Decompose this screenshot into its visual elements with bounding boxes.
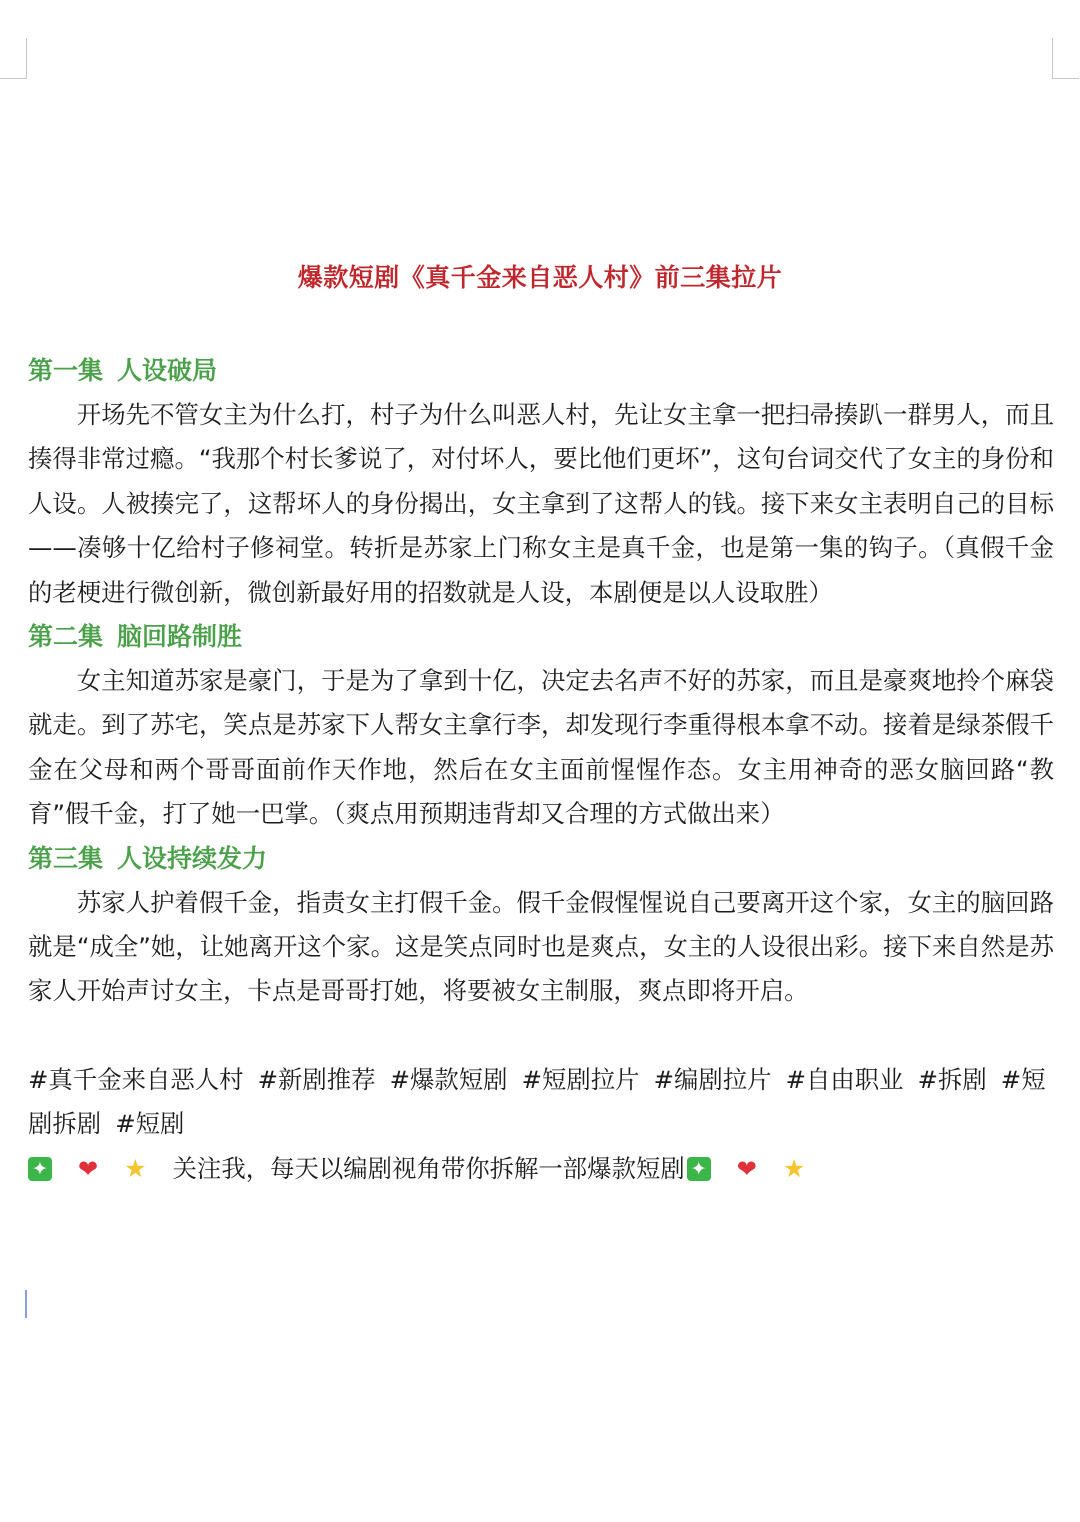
heart-icon: ❤ (78, 1154, 99, 1183)
document-body (28, 349, 1054, 1191)
hashtag[interactable]: #短剧拆剧 (28, 1064, 1046, 1139)
hashtag[interactable]: #新剧推荐 (257, 1064, 376, 1094)
episode-subtitle: 人设持续发力 (117, 843, 268, 873)
section-body-episode-2: 女主知道苏家是豪门，于是为了拿到十亿，决定去名声不好的苏家，而且是豪爽地拎个麻袋就走。到了苏宅，笑点是苏家下人帮女主拿行李，却发现行李重得根本拿不动。接着是绿茶假千金在父母和两个哥哥面前作天作地，然后在女主面前惺惺作态。女主用神奇的恶女脑回路“教育”假千金，打了她一巴掌。（爽点用预期违背却又合理的方式做出来） (28, 666, 1054, 829)
page-corner-mark-top-left (0, 38, 27, 79)
hashtag[interactable]: #短剧 (115, 1109, 185, 1139)
page-corner-mark-top-right (1052, 38, 1079, 79)
hashtag[interactable]: #自由职业 (785, 1064, 904, 1094)
hashtag-list (28, 1058, 1054, 1147)
episode-subtitle: 脑回路制胜 (117, 622, 243, 652)
section-heading-episode-3 (28, 837, 1054, 881)
hashtag[interactable]: #短剧拉片 (521, 1064, 640, 1094)
heart-icon: ❤ (736, 1154, 757, 1183)
section-body-episode-3: 苏家人护着假千金，指责女主打假千金。假千金假惺惺说自己要离开这个家，女主的脑回路就是“成全”她，让她离开这个家。这是笑点同时也是爽点，女主的人设很出彩。接下来自然是苏家人开始声讨女主，卡点是哥哥打她，将要被女主制服，爽点即将开启。 (28, 887, 1054, 1006)
hashtag[interactable]: #拆剧 (917, 1064, 987, 1094)
section-heading-episode-1 (28, 349, 1054, 393)
hashtag[interactable]: #爆款短剧 (389, 1064, 508, 1094)
document-title: 爆款短剧《真千金来自恶人村》前三集拉片 (297, 263, 783, 292)
blank-line (28, 1014, 1054, 1058)
section-body-episode-1: 开场先不管女主为什么打，村子为什么叫恶人村，先让女主拿一把扫帚揍趴一群男人，而且揍得非常过瘾。“我那个村长爹说了，对付坏人，要比他们更坏”，这句台词交代了女主的身份和人设。人被揍完了，这帮坏人的身份揭出，女主拿到了这帮人的钱。接下来女主表明自己的目标——凑够十亿给村子修祠堂。转折是苏家上门称女主是真千金，也是第一集的钩子。（真假千金的老梗进行微创新，微创新最好用的招数就是人设，本剧便是以人设取胜） (28, 400, 1054, 607)
episode-label: 第三集 (28, 843, 104, 873)
hashtag[interactable]: #编剧拉片 (653, 1064, 772, 1094)
text-cursor (25, 1290, 27, 1318)
star-icon: ★ (782, 1153, 806, 1183)
sparkles-icon: ✦ (28, 1157, 52, 1181)
hashtag[interactable]: #真千金来自恶人村 (28, 1064, 244, 1094)
episode-label: 第一集 (28, 356, 104, 385)
episode-subtitle: 人设破局 (117, 356, 218, 385)
section-heading-episode-2 (28, 615, 1054, 659)
episode-label: 第二集 (28, 622, 104, 652)
follow-line (28, 1147, 1054, 1191)
sparkles-icon: ✦ (687, 1157, 711, 1181)
star-icon: ★ (124, 1153, 147, 1183)
follow-text: 关注我，每天以编剧视角带你拆解一部爆款短剧 (172, 1153, 685, 1183)
